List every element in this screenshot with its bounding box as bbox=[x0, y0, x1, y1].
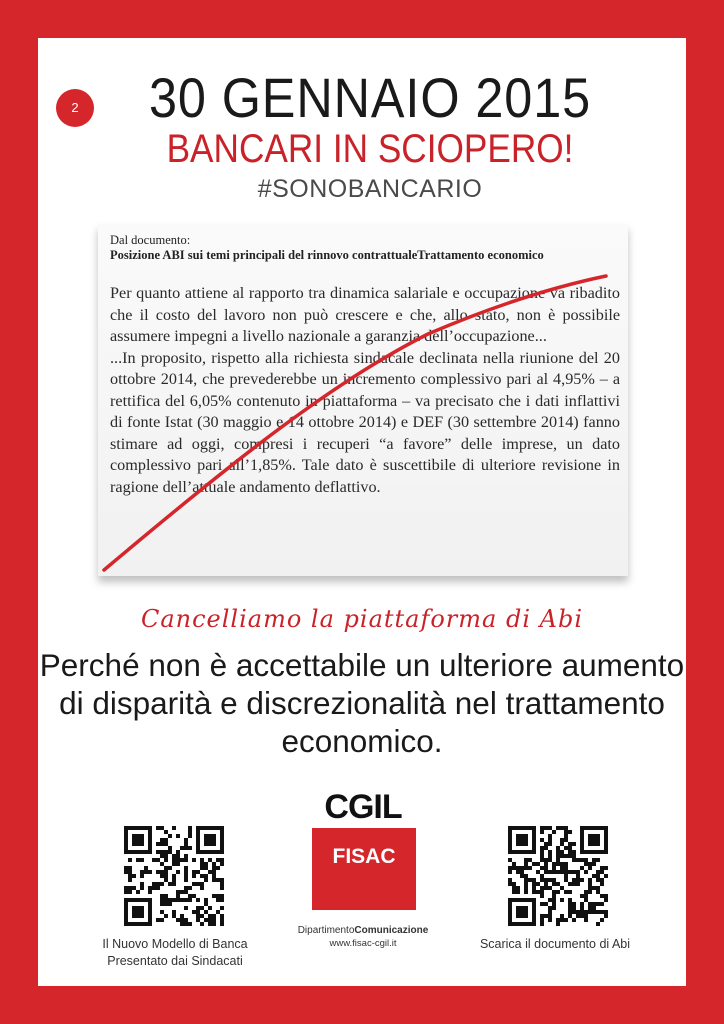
qr-right-caption: Scarica il documento di Abi bbox=[479, 937, 631, 951]
cgil-fisac-logo bbox=[308, 788, 418, 920]
headline-date: 30 GENNAIO 2015 bbox=[148, 66, 592, 129]
document-title: Posizione ABI sui temi principali del rinnovo contrattualeTrattamento economico bbox=[110, 248, 544, 262]
document-paragraph: Per quanto attiene al rapporto tra dinamica salariale e occupazione va ribadito che il costo del lavoro non può crescere e che, allo stato, non è possibile assumere impegni a livello nazionale a garanzia dell’occupazione... bbox=[110, 284, 620, 345]
qr-code-icon[interactable] bbox=[124, 826, 224, 926]
tagline: Cancelliamo la piattaforma di Abi bbox=[140, 605, 584, 633]
website-link[interactable]: www.fisac-cgil.it bbox=[329, 938, 397, 949]
department-prefix: Dipartimento bbox=[297, 925, 355, 936]
logo-fisac-text: FISAC bbox=[332, 845, 396, 868]
department-name: Comunicazione bbox=[354, 925, 429, 936]
strike-through-line bbox=[98, 224, 628, 576]
document-excerpt-card bbox=[98, 224, 628, 576]
logo-cgil-text: CGIL bbox=[324, 788, 402, 826]
document-paragraph: ...In proposito, rispetto alla richiesta sindacale declinata nella riunione del 20 ottobre 2014, che prevederebbe un incremento complessivo pari al 4,95% – a rettifica del 6,05% contenuto in piattaforma – va precisato che i dati inflattivi di fonte Istat (30 maggio e 14 ottobre 2014) e DEF (30 settembre 2014) fanno stimare ad oggi, compresi i recuperi “a favore” delle imprese, un dato complessivo pari all’1,85%. Tale dato è suscettibile di ulteriore revisione in ragione dell’attuale andamento deflattivo. bbox=[110, 348, 620, 496]
statement: Perché non è accettabile un ulteriore aumento di disparità e discrezionalità nel trattamento economico. bbox=[39, 647, 685, 759]
hashtag: #SONOBANCARIO bbox=[257, 175, 483, 203]
qr-left-caption-line: Il Nuovo Modello di Banca bbox=[102, 937, 248, 951]
document-source-label: Dal documento: bbox=[110, 233, 191, 247]
page-number-badge: 2 bbox=[56, 89, 94, 127]
qr-left-caption-line: Presentato dai Sindacati bbox=[107, 954, 243, 968]
qr-code-icon[interactable] bbox=[508, 826, 608, 926]
headline-strike: BANCARI IN SCIOPERO! bbox=[166, 127, 574, 171]
